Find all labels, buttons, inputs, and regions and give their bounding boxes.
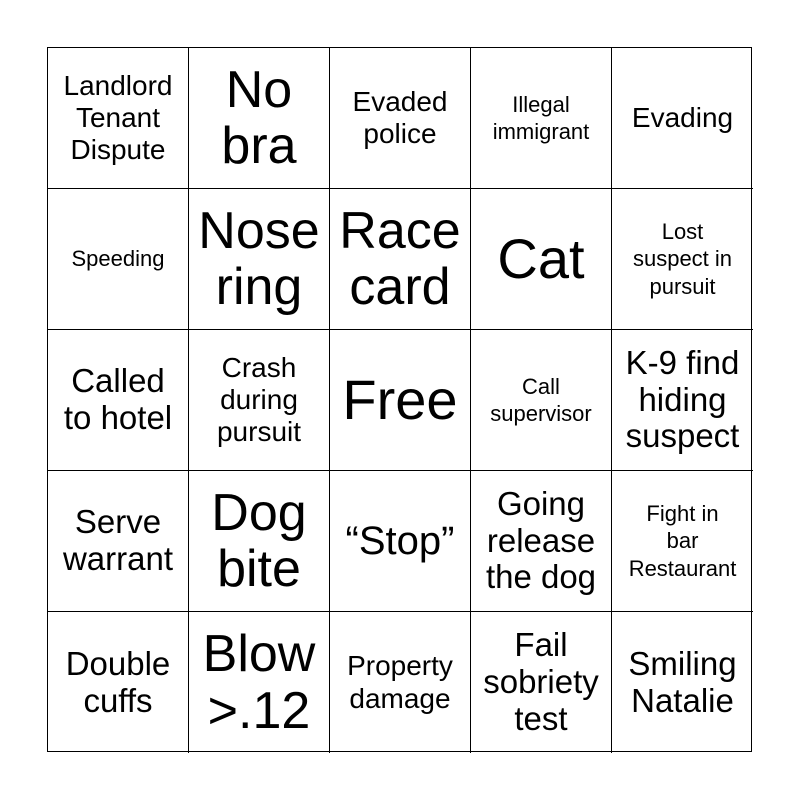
bingo-cell[interactable]: Dog bite bbox=[189, 471, 330, 612]
bingo-cell[interactable]: Fail sobriety test bbox=[471, 612, 612, 753]
bingo-cell[interactable]: “Stop” bbox=[330, 471, 471, 612]
bingo-cell[interactable]: Nose ring bbox=[189, 189, 330, 330]
bingo-cell[interactable]: Double cuffs bbox=[48, 612, 189, 753]
bingo-cell[interactable]: Smiling Natalie bbox=[628, 644, 737, 719]
bingo-cell[interactable]: Blow >.12 bbox=[189, 612, 330, 753]
bingo-cell[interactable]: Fight in bar Restaurant bbox=[612, 471, 753, 612]
free-space-cell[interactable]: Free bbox=[330, 330, 471, 471]
bingo-cell[interactable]: Cat bbox=[471, 189, 612, 330]
bingo-board bbox=[47, 47, 752, 752]
bingo-cell[interactable]: Serve warrant bbox=[48, 471, 189, 612]
bingo-cell[interactable]: Illegal immigrant bbox=[471, 48, 612, 189]
bingo-cell[interactable]: Speeding bbox=[48, 189, 189, 330]
bingo-cell[interactable]: Race card bbox=[330, 189, 471, 330]
bingo-cell[interactable]: K-9 find hiding suspect bbox=[612, 330, 753, 471]
bingo-cell[interactable]: Property damage bbox=[330, 612, 471, 753]
bingo-cell[interactable]: Going release the dog bbox=[471, 471, 612, 612]
bingo-cell[interactable]: Lost suspect in pursuit bbox=[612, 189, 753, 330]
bingo-cell[interactable]: Evaded police bbox=[330, 48, 471, 189]
bingo-cell[interactable]: Crash during pursuit bbox=[189, 330, 330, 471]
bingo-cell[interactable]: Evading bbox=[612, 48, 753, 189]
bingo-cell[interactable]: Landlord Tenant Dispute bbox=[48, 48, 189, 189]
bingo-cell[interactable]: Called to hotel bbox=[48, 330, 189, 471]
bingo-cell[interactable]: Call supervisor bbox=[471, 330, 612, 471]
bingo-cell[interactable]: No bra bbox=[189, 48, 330, 189]
